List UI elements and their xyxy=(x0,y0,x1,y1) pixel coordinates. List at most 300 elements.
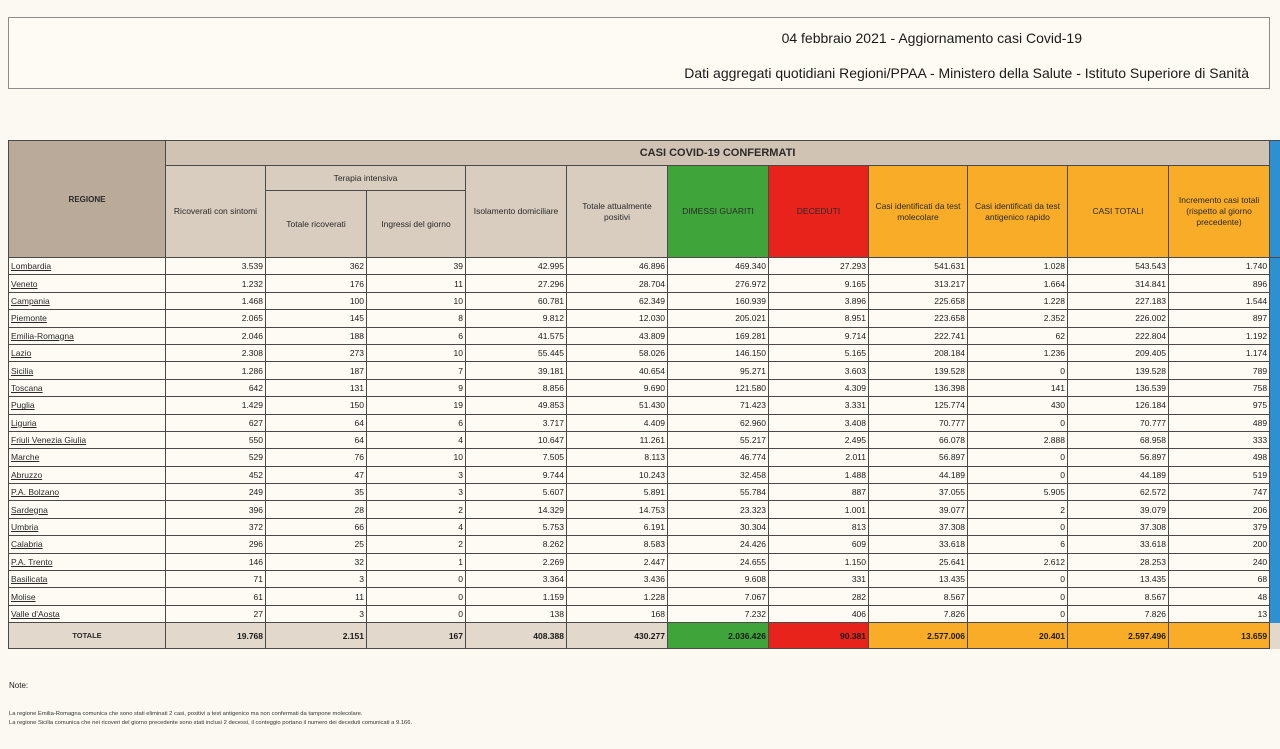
table-cell: 51.430 xyxy=(567,397,668,414)
note-line-2: La regione Sicilia comunica che nei ricoveri del giorno precedente sono stati inclusi 2 decessi, il conteggio portano il numero dei deceduti comunicati a 9.166. xyxy=(9,720,413,726)
table-cell: 13 xyxy=(1169,605,1270,622)
table-cell: 10 xyxy=(367,344,466,361)
table-cell: 627 xyxy=(166,414,266,431)
table-cell: 2.447 xyxy=(567,553,668,570)
table-cell: 200 xyxy=(1169,536,1270,553)
table-cell: 39.181 xyxy=(466,362,567,379)
table-cell: 408.388 xyxy=(466,623,567,649)
region-name: Abruzzo xyxy=(9,466,166,483)
table-cell: 62.572 xyxy=(1068,484,1169,501)
blue-side-cell xyxy=(1270,571,1280,588)
table-cell: 33.618 xyxy=(869,536,968,553)
col-antigenico-header: Casi identificati da test antigenico rapido xyxy=(968,166,1068,258)
col-ti-ingressi-header: Ingressi del giorno xyxy=(367,191,466,258)
table-cell: 58.026 xyxy=(567,344,668,361)
region-name: Lombardia xyxy=(9,258,166,275)
table-cell: 71 xyxy=(166,571,266,588)
table-row xyxy=(9,310,1280,327)
table-cell: 273 xyxy=(266,344,367,361)
table-cell: 64 xyxy=(266,431,367,448)
table-cell: 543.543 xyxy=(1068,258,1169,275)
table-row xyxy=(9,588,1280,605)
table-cell: 8.567 xyxy=(1068,588,1169,605)
table-cell: 406 xyxy=(769,605,869,622)
table-body xyxy=(9,258,1280,649)
table-cell: 8.567 xyxy=(869,588,968,605)
table-cell: 7.826 xyxy=(1068,605,1169,622)
table-cell: 25.641 xyxy=(869,553,968,570)
table-cell: 12.030 xyxy=(567,310,668,327)
table-cell: 19.768 xyxy=(166,623,266,649)
blue-side-column xyxy=(1270,141,1280,258)
table-cell: 0 xyxy=(968,588,1068,605)
table-cell: 150 xyxy=(266,397,367,414)
table-cell: 550 xyxy=(166,431,266,448)
table-cell: 3 xyxy=(367,466,466,483)
table-cell: 8.856 xyxy=(466,379,567,396)
col-ti-totale-header: Totale ricoverati xyxy=(266,191,367,258)
table-cell: 27.296 xyxy=(466,275,567,292)
table-row xyxy=(9,362,1280,379)
table-cell: 11 xyxy=(266,588,367,605)
table-cell: 331 xyxy=(769,571,869,588)
table-cell: 2.046 xyxy=(166,327,266,344)
table-cell: 37.308 xyxy=(869,518,968,535)
table-cell: 5.905 xyxy=(968,484,1068,501)
table-cell: 1.150 xyxy=(769,553,869,570)
table-cell: 126.184 xyxy=(1068,397,1169,414)
table-cell: 0 xyxy=(968,518,1068,535)
blue-side-cell xyxy=(1270,379,1280,396)
blue-side-cell xyxy=(1270,362,1280,379)
report-title: 04 febbraio 2021 - Aggiornamento casi Covid-19 xyxy=(781,30,1082,46)
blue-side-cell xyxy=(1270,397,1280,414)
blue-side-cell xyxy=(1270,553,1280,570)
table-cell: 44.189 xyxy=(869,466,968,483)
region-name: Basilicata xyxy=(9,571,166,588)
table-cell: 372 xyxy=(166,518,266,535)
table-cell: 8 xyxy=(367,310,466,327)
table-cell: 222.741 xyxy=(869,327,968,344)
region-name: Toscana xyxy=(9,379,166,396)
table-cell: 6 xyxy=(367,327,466,344)
table-cell: 896 xyxy=(1169,275,1270,292)
table-cell: 2 xyxy=(367,501,466,518)
table-cell: 2.065 xyxy=(166,310,266,327)
table-cell: 66.078 xyxy=(869,431,968,448)
casi-confermati-header: CASI COVID-19 CONFERMATI xyxy=(166,141,1270,166)
blue-side-cell xyxy=(1270,484,1280,501)
table-cell: 1.232 xyxy=(166,275,266,292)
table-cell: 40.654 xyxy=(567,362,668,379)
table-cell: 813 xyxy=(769,518,869,535)
table-cell: 1.174 xyxy=(1169,344,1270,361)
col-molecolare-header: Casi identificati da test molecolare xyxy=(869,166,968,258)
table-cell: 13.435 xyxy=(1068,571,1169,588)
table-cell: 28 xyxy=(266,501,367,518)
table-cell: 1.028 xyxy=(968,258,1068,275)
table-cell: 5.165 xyxy=(769,344,869,361)
table-cell: 47 xyxy=(266,466,367,483)
table-cell: 430.277 xyxy=(567,623,668,649)
table-cell: 975 xyxy=(1169,397,1270,414)
table-cell: 7.067 xyxy=(668,588,769,605)
table-cell: 11.261 xyxy=(567,431,668,448)
table-cell: 452 xyxy=(166,466,266,483)
table-cell: 379 xyxy=(1169,518,1270,535)
table-cell: 39.077 xyxy=(869,501,968,518)
blue-side-cell xyxy=(1270,449,1280,466)
table-cell: 141 xyxy=(968,379,1068,396)
table-row xyxy=(9,518,1280,535)
table-row xyxy=(9,501,1280,518)
region-name: Friuli Venezia Giulia xyxy=(9,431,166,448)
blue-side-cell xyxy=(1270,414,1280,431)
table-cell: 33.618 xyxy=(1068,536,1169,553)
table-row xyxy=(9,344,1280,361)
blue-side-cell xyxy=(1270,518,1280,535)
blue-side-cell xyxy=(1270,466,1280,483)
table-cell: 11 xyxy=(367,275,466,292)
table-cell: 14.753 xyxy=(567,501,668,518)
table-cell: 0 xyxy=(968,414,1068,431)
table-cell: 9 xyxy=(367,379,466,396)
table-cell: 6.191 xyxy=(567,518,668,535)
table-cell: 9.714 xyxy=(769,327,869,344)
table-cell: 0 xyxy=(968,466,1068,483)
region-name: Molise xyxy=(9,588,166,605)
table-cell: 2.597.496 xyxy=(1068,623,1169,649)
table-cell: 0 xyxy=(968,362,1068,379)
table-cell: 209.405 xyxy=(1068,344,1169,361)
table-cell: 396 xyxy=(166,501,266,518)
table-cell: 168 xyxy=(567,605,668,622)
table-cell: 2.577.006 xyxy=(869,623,968,649)
table-cell: 2.308 xyxy=(166,344,266,361)
region-name: Liguria xyxy=(9,414,166,431)
terapia-intensiva-header: Terapia intensiva xyxy=(266,166,466,191)
table-cell: 519 xyxy=(1169,466,1270,483)
table-cell: 39.079 xyxy=(1068,501,1169,518)
table-cell: 2.495 xyxy=(769,431,869,448)
col-deceduti-header: DECEDUTI xyxy=(769,166,869,258)
table-cell: 1.740 xyxy=(1169,258,1270,275)
table-cell: 240 xyxy=(1169,553,1270,570)
col-isolamento-header: Isolamento domiciliare xyxy=(466,166,567,258)
table-cell: 138 xyxy=(466,605,567,622)
table-cell: 282 xyxy=(769,588,869,605)
table-cell: 24.655 xyxy=(668,553,769,570)
table-cell: 145 xyxy=(266,310,367,327)
table-cell: 208.184 xyxy=(869,344,968,361)
table-row xyxy=(9,258,1280,275)
table-cell: 27 xyxy=(166,605,266,622)
table-row xyxy=(9,449,1280,466)
table-cell: 10.647 xyxy=(466,431,567,448)
table-cell: 2 xyxy=(367,536,466,553)
table-cell: 758 xyxy=(1169,379,1270,396)
table-cell: 4.309 xyxy=(769,379,869,396)
regione-header: REGIONE xyxy=(9,141,166,258)
covid-cases-table xyxy=(8,140,1280,649)
table-cell: 0 xyxy=(968,605,1068,622)
table-cell: 5.607 xyxy=(466,484,567,501)
table-cell: 3.539 xyxy=(166,258,266,275)
table-cell: 68 xyxy=(1169,571,1270,588)
table-row xyxy=(9,292,1280,309)
table-cell: 226.002 xyxy=(1068,310,1169,327)
region-name: Puglia xyxy=(9,397,166,414)
table-cell: 5.753 xyxy=(466,518,567,535)
table-cell: 167 xyxy=(367,623,466,649)
table-cell: 70.777 xyxy=(869,414,968,431)
note-line-1: La regione Emilia-Romagna comunica che sono stati eliminati 2 casi, positivi a test antigenico ma non confermati da tampone molecolare. xyxy=(9,711,363,717)
blue-side-cell xyxy=(1270,327,1280,344)
table-cell: 249 xyxy=(166,484,266,501)
blue-side-cell xyxy=(1270,431,1280,448)
table-cell: 6 xyxy=(968,536,1068,553)
blue-side-cell xyxy=(1270,501,1280,518)
table-cell: 41.575 xyxy=(466,327,567,344)
table-cell: 8.113 xyxy=(567,449,668,466)
table-row xyxy=(9,414,1280,431)
table-cell: 1.664 xyxy=(968,275,1068,292)
blue-side-cell xyxy=(1270,292,1280,309)
table-cell: 19 xyxy=(367,397,466,414)
table-row xyxy=(9,431,1280,448)
region-name: Marche xyxy=(9,449,166,466)
table-cell: 131 xyxy=(266,379,367,396)
table-cell: 28.704 xyxy=(567,275,668,292)
table-cell: 3.331 xyxy=(769,397,869,414)
table-cell: 13.435 xyxy=(869,571,968,588)
blue-side-cell xyxy=(1270,344,1280,361)
table-cell: 20.401 xyxy=(968,623,1068,649)
table-cell: 223.658 xyxy=(869,310,968,327)
table-cell: 1 xyxy=(367,553,466,570)
table-cell: 160.939 xyxy=(668,292,769,309)
table-row xyxy=(9,571,1280,588)
table-cell: 1.468 xyxy=(166,292,266,309)
table-cell: 56.897 xyxy=(1068,449,1169,466)
table-cell: 66 xyxy=(266,518,367,535)
table-cell: 8.262 xyxy=(466,536,567,553)
region-name: Campania xyxy=(9,292,166,309)
table-cell: 897 xyxy=(1169,310,1270,327)
total-row xyxy=(9,623,1280,649)
table-cell: 39 xyxy=(367,258,466,275)
table-cell: 169.281 xyxy=(668,327,769,344)
table-cell: 60.781 xyxy=(466,292,567,309)
report-subtitle: Dati aggregati quotidiani Regioni/PPAA - Ministero della Salute - Istituto Superiore di Sanità xyxy=(684,65,1249,81)
table-cell: 7 xyxy=(367,362,466,379)
table-cell: 887 xyxy=(769,484,869,501)
table-cell: 3 xyxy=(367,484,466,501)
table-cell: 430 xyxy=(968,397,1068,414)
table-cell: 206 xyxy=(1169,501,1270,518)
table-cell: 3.436 xyxy=(567,571,668,588)
region-name: Sicilia xyxy=(9,362,166,379)
table-row xyxy=(9,605,1280,622)
col-ricoverati-header: Ricoverati con sintomi xyxy=(166,166,266,258)
table-cell: 313.217 xyxy=(869,275,968,292)
table-cell: 62.349 xyxy=(567,292,668,309)
table-cell: 32 xyxy=(266,553,367,570)
blue-side-cell xyxy=(1270,588,1280,605)
region-name: Valle d'Aosta xyxy=(9,605,166,622)
table-cell: 62 xyxy=(968,327,1068,344)
blue-side-cell xyxy=(1270,623,1280,649)
table-cell: 37.055 xyxy=(869,484,968,501)
table-cell: 37.308 xyxy=(1068,518,1169,535)
table-cell: 70.777 xyxy=(1068,414,1169,431)
table-cell: 176 xyxy=(266,275,367,292)
blue-side-cell xyxy=(1270,310,1280,327)
table-cell: 55.784 xyxy=(668,484,769,501)
table-cell: 0 xyxy=(968,449,1068,466)
table-cell: 642 xyxy=(166,379,266,396)
table-cell: 10 xyxy=(367,449,466,466)
blue-side-cell xyxy=(1270,605,1280,622)
total-label: TOTALE xyxy=(9,623,166,649)
table-cell: 2.352 xyxy=(968,310,1068,327)
table-cell: 48 xyxy=(1169,588,1270,605)
table-cell: 44.189 xyxy=(1068,466,1169,483)
region-name: Umbria xyxy=(9,518,166,535)
table-cell: 1.001 xyxy=(769,501,869,518)
table-cell: 14.329 xyxy=(466,501,567,518)
table-cell: 0 xyxy=(367,605,466,622)
table-cell: 55.445 xyxy=(466,344,567,361)
table-cell: 3.896 xyxy=(769,292,869,309)
table-cell: 76 xyxy=(266,449,367,466)
blue-side-cell xyxy=(1270,536,1280,553)
table-cell: 3.717 xyxy=(466,414,567,431)
table-cell: 61 xyxy=(166,588,266,605)
table-cell: 8.583 xyxy=(567,536,668,553)
table-row xyxy=(9,379,1280,396)
table-cell: 276.972 xyxy=(668,275,769,292)
table-cell: 1.236 xyxy=(968,344,1068,361)
region-name: Piemonte xyxy=(9,310,166,327)
table-cell: 3.603 xyxy=(769,362,869,379)
table-cell: 10.243 xyxy=(567,466,668,483)
table-cell: 4 xyxy=(367,431,466,448)
table-cell: 227.183 xyxy=(1068,292,1169,309)
table-cell: 25 xyxy=(266,536,367,553)
table-cell: 46.896 xyxy=(567,258,668,275)
table-cell: 362 xyxy=(266,258,367,275)
table-cell: 498 xyxy=(1169,449,1270,466)
table-cell: 2.036.426 xyxy=(668,623,769,649)
table-cell: 125.774 xyxy=(869,397,968,414)
table-cell: 1.488 xyxy=(769,466,869,483)
table-row xyxy=(9,466,1280,483)
table-row xyxy=(9,327,1280,344)
report-header xyxy=(8,17,1270,89)
col-totali-header: CASI TOTALI xyxy=(1068,166,1169,258)
table-cell: 3.364 xyxy=(466,571,567,588)
region-name: Calabria xyxy=(9,536,166,553)
table-cell: 333 xyxy=(1169,431,1270,448)
table-cell: 187 xyxy=(266,362,367,379)
table-cell: 4 xyxy=(367,518,466,535)
table-row xyxy=(9,275,1280,292)
table-cell: 296 xyxy=(166,536,266,553)
table-cell: 1.159 xyxy=(466,588,567,605)
table-cell: 55.217 xyxy=(668,431,769,448)
table-cell: 7.826 xyxy=(869,605,968,622)
table-cell: 1.228 xyxy=(567,588,668,605)
table-cell: 43.809 xyxy=(567,327,668,344)
table-cell: 3 xyxy=(266,605,367,622)
table-cell: 9.744 xyxy=(466,466,567,483)
table-cell: 469.340 xyxy=(668,258,769,275)
table-cell: 71.423 xyxy=(668,397,769,414)
table-cell: 146 xyxy=(166,553,266,570)
table-cell: 0 xyxy=(968,571,1068,588)
table-cell: 1.192 xyxy=(1169,327,1270,344)
table-cell: 0 xyxy=(367,588,466,605)
table-cell: 529 xyxy=(166,449,266,466)
table-cell: 32.458 xyxy=(668,466,769,483)
table-cell: 9.165 xyxy=(769,275,869,292)
region-name: Sardegna xyxy=(9,501,166,518)
table-row xyxy=(9,397,1280,414)
blue-side-cell xyxy=(1270,275,1280,292)
table-cell: 136.539 xyxy=(1068,379,1169,396)
table-cell: 139.528 xyxy=(869,362,968,379)
table-cell: 49.853 xyxy=(466,397,567,414)
table-cell: 62.960 xyxy=(668,414,769,431)
table-row xyxy=(9,536,1280,553)
table-row xyxy=(9,484,1280,501)
table-cell: 42.995 xyxy=(466,258,567,275)
table-cell: 5.891 xyxy=(567,484,668,501)
col-incremento-header: Incremento casi totali (rispetto al giorno precedente) xyxy=(1169,166,1270,258)
table-cell: 10 xyxy=(367,292,466,309)
table-cell: 146.150 xyxy=(668,344,769,361)
table-cell: 4.409 xyxy=(567,414,668,431)
table-cell: 35 xyxy=(266,484,367,501)
table-cell: 90.381 xyxy=(769,623,869,649)
table-cell: 2 xyxy=(968,501,1068,518)
table-cell: 121.580 xyxy=(668,379,769,396)
table-cell: 100 xyxy=(266,292,367,309)
table-cell: 225.658 xyxy=(869,292,968,309)
table-cell: 222.804 xyxy=(1068,327,1169,344)
table-cell: 9.608 xyxy=(668,571,769,588)
table-cell: 541.631 xyxy=(869,258,968,275)
table-cell: 314.841 xyxy=(1068,275,1169,292)
table-cell: 13.659 xyxy=(1169,623,1270,649)
table-cell: 7.232 xyxy=(668,605,769,622)
table-cell: 139.528 xyxy=(1068,362,1169,379)
table-cell: 136.398 xyxy=(869,379,968,396)
region-name: Veneto xyxy=(9,275,166,292)
table-cell: 2.888 xyxy=(968,431,1068,448)
table-cell: 747 xyxy=(1169,484,1270,501)
table-cell: 0 xyxy=(367,571,466,588)
table-cell: 64 xyxy=(266,414,367,431)
region-name: P.A. Trento xyxy=(9,553,166,570)
table-cell: 24.426 xyxy=(668,536,769,553)
table-row xyxy=(9,553,1280,570)
table-cell: 3.408 xyxy=(769,414,869,431)
region-name: Lazio xyxy=(9,344,166,361)
table-cell: 30.304 xyxy=(668,518,769,535)
notes-title: Note: xyxy=(9,681,29,690)
